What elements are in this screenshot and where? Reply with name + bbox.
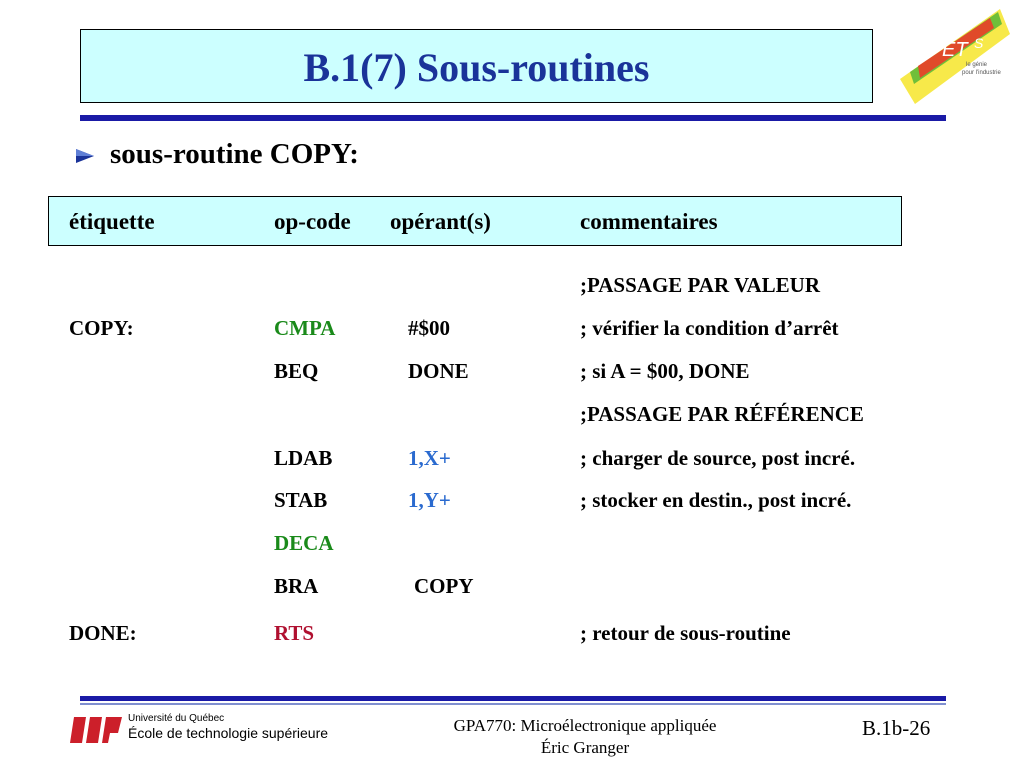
header-comment: commentaires	[580, 209, 718, 234]
comment-cell: ; retour de sous-routine	[580, 621, 791, 645]
header-operand: opérant(s)	[390, 209, 491, 234]
header-label: étiquette	[69, 209, 155, 234]
bottom-rule-thin	[80, 703, 946, 705]
svg-text:ÉT: ÉT	[942, 39, 968, 61]
label-cell: DONE:	[69, 621, 137, 645]
bottom-rule	[80, 696, 946, 701]
comment-cell: ; si A = $00, DONE	[580, 359, 750, 383]
comment-cell: ; stocker en destin., post incré.	[580, 488, 852, 512]
operand-cell: #$00	[408, 316, 450, 340]
operand-cell: 1,X+	[408, 446, 451, 470]
slide-subtitle: sous-routine COPY:	[110, 138, 359, 170]
svg-text:le génie: le génie	[966, 62, 988, 68]
header-opcode: op-code	[274, 209, 351, 234]
comment-cell: ; vérifier la condition d’arrêt	[580, 316, 839, 340]
label-cell: COPY:	[69, 316, 134, 340]
comment-cell: ;PASSAGE PAR RÉFÉRENCE	[580, 402, 864, 426]
comment-cell: ; charger de source, post incré.	[580, 446, 856, 470]
university-name: Université du Québec	[128, 713, 225, 724]
school-name: École de technologie supérieure	[128, 725, 329, 741]
operand-cell: DONE	[408, 359, 469, 383]
opcode-cell: LDAB	[274, 446, 333, 470]
page-number: B.1b-26	[862, 716, 931, 740]
opcode-cell: DECA	[274, 531, 334, 555]
ets-flag-logo	[70, 713, 122, 747]
svg-text:pour l'industrie: pour l'industrie	[962, 70, 1001, 76]
top-rule	[80, 115, 946, 121]
comment-cell: ;PASSAGE PAR VALEUR	[580, 273, 820, 297]
slide-title: B.1(7) Sous-routines	[303, 45, 650, 90]
triangle-bullet-icon	[74, 145, 96, 167]
opcode-cell: BEQ	[274, 359, 319, 383]
operand-cell: COPY	[414, 574, 474, 598]
opcode-cell: RTS	[274, 621, 315, 645]
title-box	[80, 29, 873, 103]
ets-logo	[890, 4, 1020, 114]
opcode-cell: STAB	[274, 488, 328, 512]
opcode-cell: BRA	[274, 574, 319, 598]
svg-text:S: S	[974, 35, 984, 51]
operand-cell: 1,Y+	[408, 488, 451, 512]
course-name: GPA770: Microélectronique appliquée	[453, 716, 717, 735]
author-name: Éric Granger	[540, 738, 630, 757]
opcode-cell: CMPA	[274, 316, 336, 340]
